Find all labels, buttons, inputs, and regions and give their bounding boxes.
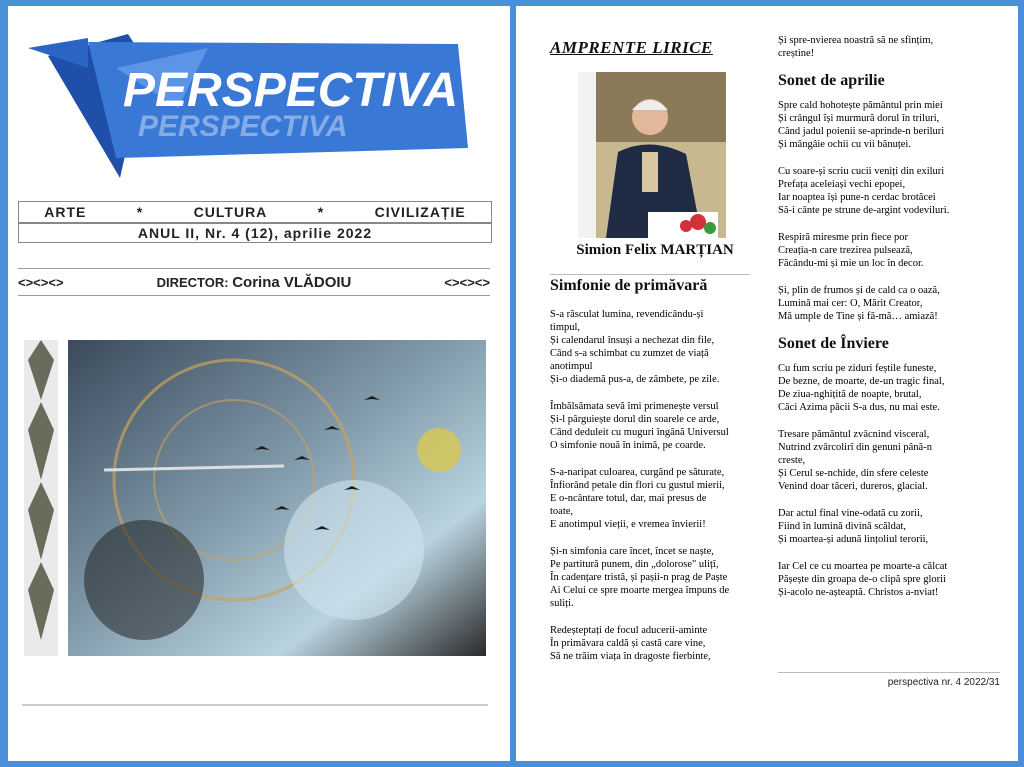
stanza: Cu fum scriu pe ziduri feștile funeste, De bezne, de moarte, de-un tragic final, De ziua-nghițită de noapte, brutal, Căci Azima păcii S-a dus, nu mai este.: [778, 363, 945, 413]
poem-title: Simfonie de primăvară: [550, 274, 750, 295]
poetry-page: [516, 6, 1018, 761]
poem-continuation: Și spre-nvierea noastră să ne sfințim, creștine!: [778, 35, 934, 59]
stanza: Tresare pământul zvâcnind visceral, Nutrind zvârcolirî din genuni până-n creste, Și Cerul se-nchide, din sfere celeste Venind doar tăceri, dureros, glacial.: [778, 429, 932, 492]
separator: *: [317, 204, 325, 220]
stanza: Și, plin de frumos și de cald ca o oază, Lumină mai cer: O, Mărit Creator, Mă umple de Tine și fă-mă… amiază!: [778, 285, 940, 322]
svg-text:PERSPECTIVA: PERSPECTIVA: [138, 110, 348, 143]
director-label: DIRECTOR:: [156, 274, 229, 290]
poem-title: Sonet de Înviere: [778, 335, 889, 352]
stanza: Iar Cel ce cu moartea pe moarte-a călcat Pășește din groapa de-o clipă spre glorii Și-acolo ne-așteaptă. Christos a-nviat!: [778, 561, 948, 598]
separator: *: [136, 204, 144, 220]
poem-simfonie: [550, 308, 765, 677]
page-footer: perspectiva nr. 4 2022/31: [778, 672, 1000, 688]
arts-band: [18, 201, 492, 223]
svg-text:PERSPECTIVA: PERSPECTIVA: [123, 64, 459, 117]
director-block: [157, 274, 352, 291]
director-name: Corina VLĂDOIU: [232, 273, 352, 291]
stanza: Cu soare-și scriu cucii veniți din exiluri Prefața aceleiași vechi epopei, Iar noaptea își pune-n cerdac brotăcei Să-i cânte pe strune de-argint vodeviluri.: [778, 166, 950, 216]
stanza: Respiră miresme prin fiece por Creația-n care trezirea pulsează, Făcându-mi și mie un loc în decor.: [778, 232, 924, 269]
cover-artwork: [24, 340, 486, 656]
stanza: S-a răsculat lumina, revendicându-și timpul, Și calendarul însuși a nechezat din file, Când s-a schimbat cu zumzet de viață anotimpul Și-o diademă pus-a, de zâmbete, pe zile.: [550, 309, 720, 385]
section-title: AMPRENTE LIRICE: [550, 38, 713, 57]
cover-page: [8, 6, 510, 761]
director-line: [18, 268, 490, 296]
right-column: [778, 34, 1000, 613]
arts-label: ARTE: [44, 204, 87, 220]
stanza: Dar actul final vine-odată cu zorii, Fiind în lumină divină scăldat, Și moartea-și adună lințoliul terorii,: [778, 508, 929, 545]
stanza: Îmbălsămata sevă îmi primenește versul Și-l pârguiește dorul din soarele ce arde, Când deduleit cu muguri îngână Universul O simfonie nouă în inimă, pe coarde.: [550, 401, 729, 451]
stanza: Redeșteptați de focul aducerii-aminte În primăvara caldă și castă care vine, Să ne trăim viața în dragoste fierbinte,: [550, 625, 711, 662]
deco-right: <><><>: [444, 274, 490, 290]
civilization-label: CIVILIZAȚIE: [374, 204, 466, 220]
stanza: Spre cald hohotește pământul prin miei Și crângul își murmură dorul în triluri, Când jadul poienii se-aprinde-n beriluri Și mângâie ochii cu vii bănuței.: [778, 100, 945, 150]
bottom-rule: [22, 704, 488, 706]
stanza: Și-n simfonia care încet, încet se naște, Pe partitură punem, din „dolorose" ulițî, În cadențare tristă, și pașii-n prag de Paște Ai Celui ce spre moarte mergea împuns de suliți.: [550, 546, 730, 609]
perspectiva-logo: [28, 28, 488, 178]
author-photo: [578, 72, 726, 238]
culture-label: CULTURA: [193, 204, 268, 220]
issue-line: ANUL II, Nr. 4 (12), aprilie 2022: [18, 223, 492, 243]
stanza: S-a-naripat culoarea, curgând pe săturate, Înfiorând petale din flori cu gustul mierii, E o-ncântare totul, dar, mai presus de toate, E anotimpul vieții, e vremea învierii!: [550, 467, 725, 530]
deco-left: <><><>: [18, 274, 64, 290]
author-name: Simion Felix MARȚIAN: [576, 242, 734, 258]
poem-title: Sonet de aprilie: [778, 72, 885, 89]
